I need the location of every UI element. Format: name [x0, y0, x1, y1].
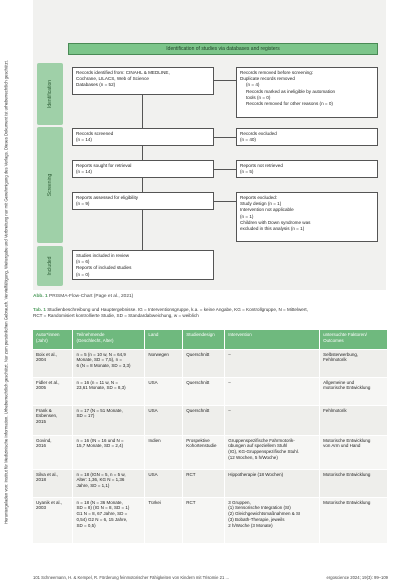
box-reports-sought: Reports sought for retrieval (n = 14) — [72, 160, 214, 178]
table-row: Uyanik et al., 2003 n = 18 (N = 36 Monate, SD = 8) (IG N = 8, SD = 1) G1 N = 8, 67 Jahre, SD = 0,54) G2 N = 6, 15 Jahre, SD = 0,5) Türkei RCT 3 Gruppen, (1) Sensorische Integration (SI) (2) Gleichgewichtsmaßnahmen & SI (3) Bobath-Therapie, jeweils 2 h/Woche (3 Monate) Motorische Entwicklung — [33, 497, 388, 543]
page-footer — [33, 575, 388, 580]
table-header-row — [33, 330, 388, 349]
arrow-right-2 — [214, 137, 236, 138]
arrow-down-2 — [142, 146, 143, 160]
col-header-intervention: Intervention — [225, 330, 320, 349]
table-caption — [33, 307, 388, 319]
col-header-outcomes: untersuchte Faktoren/ Outcomes — [320, 330, 388, 349]
footer-left: 101 Schneemann, H. & Kempel, R. Förderung feinmotorischer Fähigkeiten von Kindern mit Trisomie 21 ... — [33, 575, 229, 580]
table-caption-label: Tab. 1 — [33, 307, 46, 312]
stage-screening — [37, 127, 63, 243]
table-caption-text-2: RCT = Randomisiert kontrollierte Studie, SD = Standardabweichung, w = weiblich — [33, 313, 199, 318]
stage-identification-label: Identification — [47, 79, 53, 109]
box-studies-included: Studies included in review (n = 6) Reports of included studies (n = 0) — [72, 250, 214, 280]
copyright-strip — [0, 0, 12, 585]
box-reports-excluded: Reports excluded: Study design (n = 1) Intervention not applicable (n = 1) Children with Down syndrome was excluded in this analysis (n = 1) — [236, 192, 378, 242]
arrow-right-4 — [214, 201, 236, 202]
arrow-right-1 — [214, 80, 236, 81]
box-records-screened: Records screened (n = 14) — [72, 128, 214, 146]
box-reports-not-retrieved: Reports not retrieved (n = 5) — [236, 160, 378, 178]
arrow-down-1 — [142, 95, 143, 128]
arrow-down-4 — [142, 210, 143, 250]
study-table — [33, 330, 388, 543]
table-row: Frank & Esbensen, 2015 n = 17 (N = 51 Monate, SD = 17) USA Querschnitt – Fehlmotorik — [33, 405, 388, 435]
stage-included — [37, 246, 63, 286]
stage-included-label: Included — [47, 256, 53, 276]
table-row: Boix et al., 2004 n = 5 (n = 10 w, N = 64,9 Monate, SD = 7,5), n = 6 (N = 8 Monate, SD = 3,3) Norwegen Querschnitt – Selbsterwerbung, Fehlmotorik — [33, 349, 388, 377]
table-row: Govind, 2016 n = 16 (IN = 16 und N = 15,7 Monate, SD = 2,4) Indien Prospektive Kohortenstudie Gruppenspezifische Fahrmotorik- übungen auf speziellem Stuhl (IG), KG-Gruppenspezifische Stuhl. (12 Wochen, 5 h/Woche) Motorische Entwicklung von Arm und Hand — [33, 435, 388, 469]
footer-right: ergoscience 2024; 19(3): 99–109 — [326, 575, 388, 580]
table-row: Fidler et al., 2005 n = 16 (n = 11 w, N = 23,61 Monate, SD = 8,3) USA Querschnitt – Allgemeine und motorische Entwicklung — [33, 377, 388, 405]
figure-caption — [33, 294, 133, 299]
box-records-removed: Records removed before screening: Duplicate records removed (n = 4) Records marked as ineligible by automation tools (n = 0) Records removed for other reasons (n = 0) — [236, 67, 378, 118]
arrow-right-3 — [214, 169, 236, 170]
stage-screening-label: Screening — [47, 173, 53, 197]
stage-identification — [37, 63, 63, 125]
col-header-country: Land — [145, 330, 183, 349]
figure-caption-label: Abb. 1 — [33, 294, 48, 299]
box-records-identified: Records identified from: CINAHL & MEDLINE, Cochrane, LILACS, Web of Science Databases (n = 52) — [72, 67, 214, 95]
table-row: Silva et al., 2018 n = 18 (IGN = 5, n = 5 w, Alter: 1,36, KG N = 1,36 Jahre, SD = 1,1) USA RCT Hippotherapie (18 Wochen) Motorische Entwicklung — [33, 469, 388, 497]
col-header-authors: Autor*innen (Jahr) — [33, 330, 73, 349]
col-header-design: Studiendesign — [183, 330, 225, 349]
figure-caption-text: PRISMA-Flow-Chart (Page et al., 2021) — [49, 294, 134, 299]
table-caption-text: Studienbeschreibung und Hauptergebnisse. IG = Interventionsgruppe, k.a. = keine Angabe, KG = Kontrollgruppe, N = Mittelwert, — [47, 307, 308, 312]
col-header-participants: Teilnehmende (Geschlecht, Alter) — [73, 330, 145, 349]
arrow-down-3 — [142, 178, 143, 192]
copyright-text: Heruntergeladen von: Institut für Medizinische Information. Urheberrechtlich geschützt. Nur zum persönlichen Gebrauch. Vervielfältigung, Weitergabe und Verbreitung nur mit Genehmigung des Verlags. Dieses Dokument ist urheberrechtlich geschützt. — [3, 60, 9, 524]
box-records-excluded: Records excluded (n = 40) — [236, 128, 378, 146]
box-reports-assessed: Reports assessed for eligibility (n = 9) — [72, 192, 214, 210]
flow-header: Identification of studies via databases and registers — [68, 43, 378, 55]
